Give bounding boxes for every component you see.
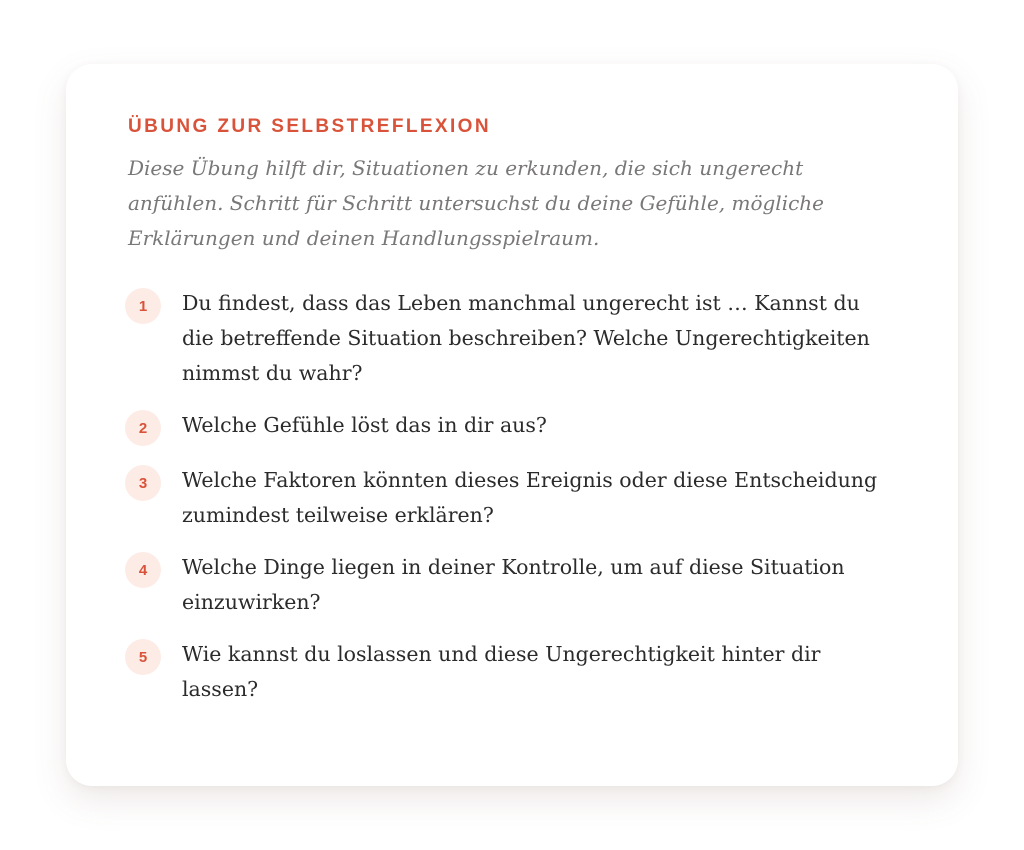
- step-number-badge: 4: [125, 552, 161, 588]
- step-number-badge: 3: [125, 465, 161, 501]
- list-item: [128, 290, 896, 391]
- step-number-badge: 5: [125, 639, 161, 675]
- list-item: [128, 641, 896, 707]
- card-intro: Diese Übung hilft dir, Situationen zu erkunden, die sich ungerecht anfühlen. Schritt für Schritt untersuchst du deine Gefühle, mögliche Erklärungen und deinen Handlungsspielraum.: [128, 156, 825, 250]
- step-number-badge: 2: [125, 410, 161, 446]
- step-number-badge: 1: [125, 288, 161, 324]
- step-text: Welche Dinge liegen in deiner Kontrolle, um auf diese Situation einzuwirken?: [182, 555, 845, 614]
- list-item: [128, 412, 896, 446]
- step-text: Welche Gefühle löst das in dir aus?: [182, 413, 547, 437]
- step-text: Wie kannst du loslassen und diese Ungerechtigkeit hinter dir lassen?: [182, 642, 821, 701]
- step-text: Du findest, dass das Leben manchmal ungerecht ist … Kannst du die betreffende Situation beschreiben? Welche Ungerechtigkeiten nimmst du wahr?: [182, 291, 870, 385]
- list-item: [128, 554, 896, 620]
- step-text: Welche Faktoren könnten dieses Ereignis oder diese Entscheidung zumindest teilweise erklären?: [182, 468, 878, 527]
- steps-list: [128, 290, 896, 707]
- list-item: [128, 467, 896, 533]
- card-eyebrow: ÜBUNG ZUR SELBSTREFLEXION: [128, 116, 491, 137]
- exercise-card: [66, 64, 958, 786]
